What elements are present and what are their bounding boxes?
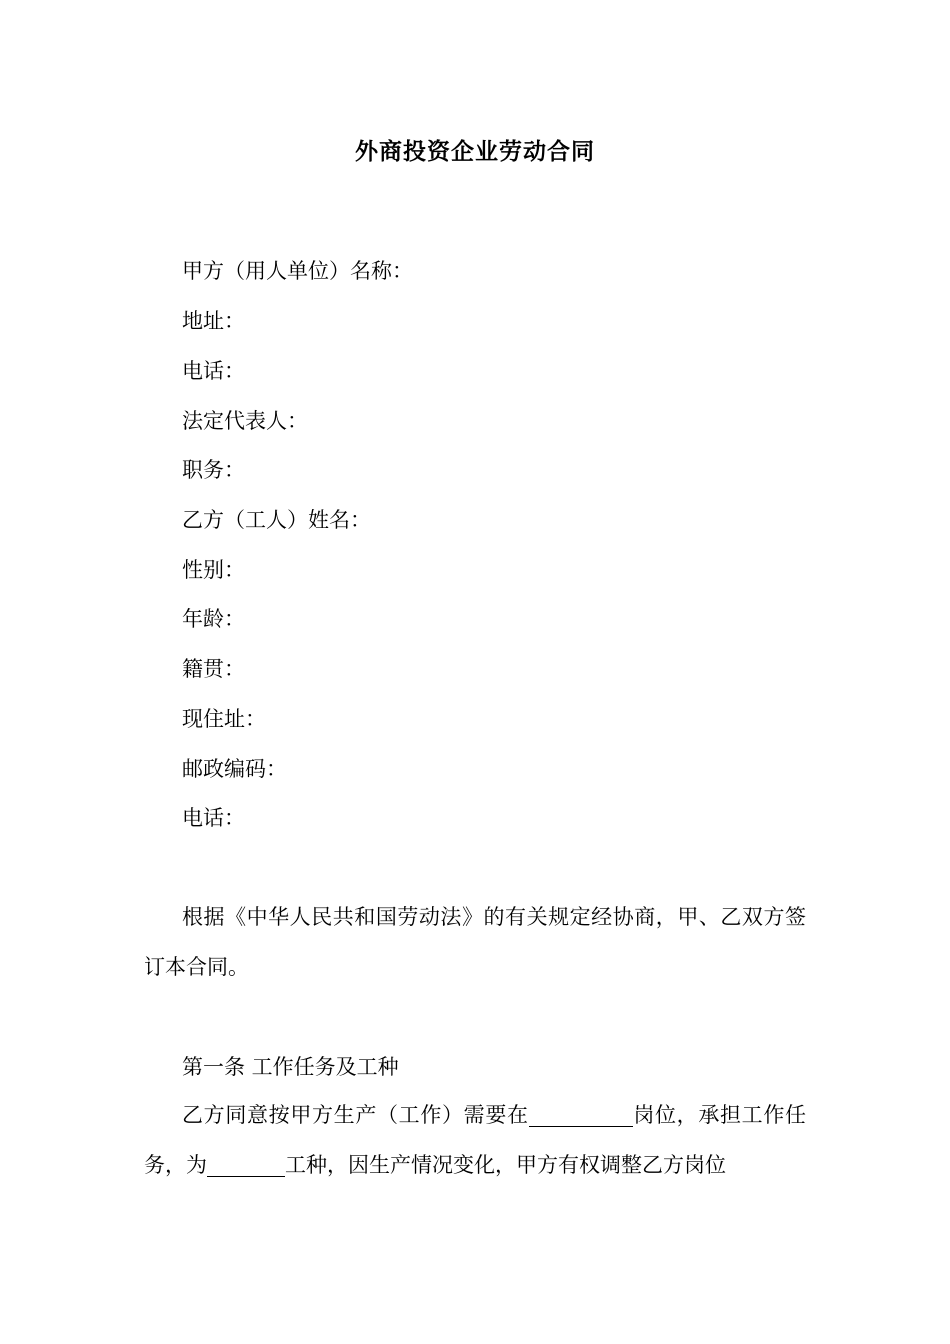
field-party-a-address: 地址： <box>182 309 245 333</box>
field-party-a-name: 甲方（用人单位）名称： <box>182 259 413 283</box>
field-party-b-phone: 电话： <box>182 806 245 830</box>
blank-post-line <box>529 1104 633 1127</box>
article-1-paragraph <box>144 1090 806 1190</box>
field-party-b-address: 现住址： <box>182 707 266 731</box>
article-1-text-part2: 岗位，承担工作任务，为 <box>144 1103 807 1177</box>
field-party-b-name: 乙方（工人）姓名： <box>182 508 371 532</box>
blank-job-type-line <box>207 1154 285 1177</box>
field-party-a-position: 职务： <box>182 458 245 482</box>
field-party-a-legal-rep: 法定代表人： <box>182 409 308 433</box>
field-party-a-phone: 电话： <box>182 359 245 383</box>
article-1-text-part1: 乙方同意按甲方生产（工作）需要在 <box>182 1103 529 1127</box>
document-title: 外商投资企业劳动合同 <box>355 138 595 165</box>
preamble-paragraph: 根据《中华人民共和国劳动法》的有关规定经协商，甲、乙双方签订本合同。 <box>144 905 806 979</box>
field-party-b-gender: 性别： <box>182 558 245 582</box>
article-1-text-part3: 工种，因生产情况变化，甲方有权调整乙方岗位 <box>285 1153 726 1177</box>
field-party-b-postcode: 邮政编码： <box>182 757 287 781</box>
field-party-b-age: 年龄： <box>182 607 245 631</box>
article-1-heading: 第一条 工作任务及工种 <box>182 1055 399 1079</box>
field-party-b-native-place: 籍贯： <box>182 657 245 681</box>
